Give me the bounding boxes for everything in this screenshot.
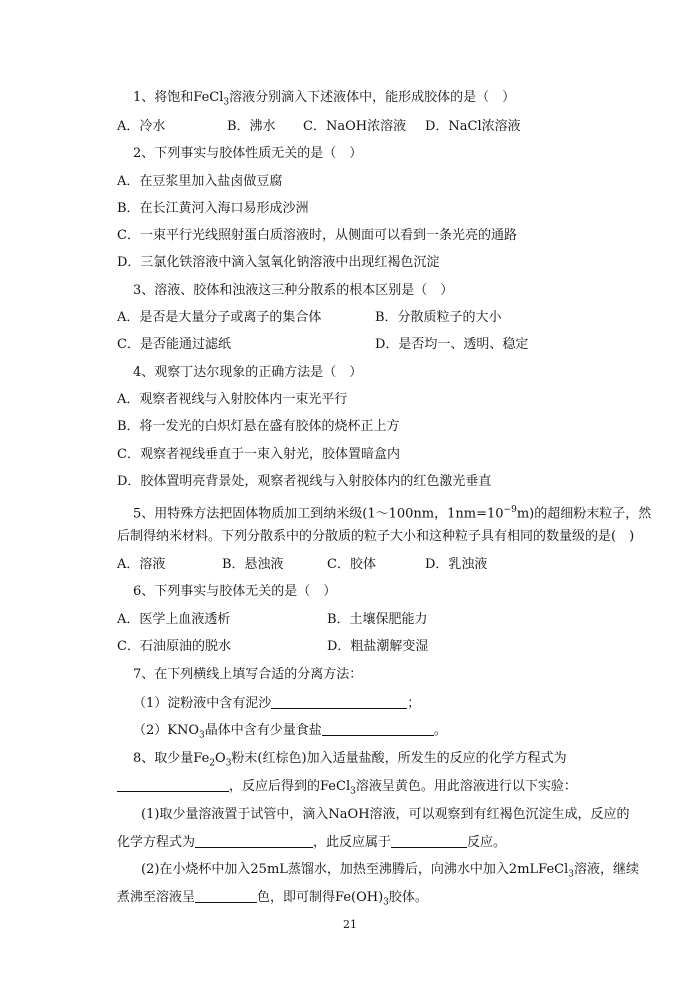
page-number: 21	[343, 918, 357, 931]
q6-option-a: A．医学上血液透析	[117, 612, 231, 627]
answer-blank	[117, 777, 229, 792]
q6-option-b: B．土壤保肥能力	[327, 612, 428, 627]
q2-stem: 2、下列事实与胶体性质无关的是（ ）	[133, 146, 363, 161]
q5-stem-line1: 5、用特殊方法把固体物质加工到纳米级(1～100nm，$1nm=10^{-9}m$)的超细粉末粒子，然	[133, 505, 652, 522]
q4-stem: 4、观察丁达尔现象的正确方法是（ ）	[133, 365, 363, 380]
q4-option-b: B．将一发光的白炽灯悬在盛有胶体的烧杯正上方	[117, 419, 400, 434]
q3-option-c: C．是否能通过滤纸	[117, 337, 231, 352]
q4-option-a: A．观察者视线与入射胶体内一束光平行	[117, 392, 348, 407]
q8-part1-line1: (1)取少量溶液置于试管中，滴入NaOH溶液，可以观察到有红褐色沉淀生成，反应的	[141, 807, 630, 822]
q2-option-a: A．在豆浆里加入盐卤做豆腐	[117, 174, 283, 189]
q5-option-c: C．胶体	[327, 557, 376, 572]
q3-option-a: A．是否是大量分子或离子的集合体	[117, 310, 322, 325]
q2-option-b: B．在长江黄河入海口易形成沙洲	[117, 201, 309, 216]
q6-stem: 6、下列事实与胶体无关的是（ ）	[133, 584, 337, 599]
q6-option-d: D．粗盐潮解变湿	[327, 639, 429, 654]
q3-option-d: D．是否均一、透明、稳定	[375, 337, 529, 352]
answer-blank	[391, 833, 467, 848]
q3-option-b: B．分散质粒子的大小	[375, 310, 502, 325]
q8-part2-line1: (2)在小烧杯中加入25mL蒸馏水，加热至沸腾后，向沸水中加入2mLFeCl$_3$溶液，继续	[141, 862, 640, 880]
q1-option-a: A．冷水	[117, 119, 166, 134]
q1-option-c: C．NaOH浓溶液	[303, 119, 407, 134]
q2-option-c: C．一束平行光线照射蛋白质溶液时，从侧面可以看到一条光亮的通路	[117, 228, 517, 243]
q8-part2-line2: 煮沸至溶液呈 色，即可制得$Fe(OH)_3$胶体。	[117, 890, 428, 908]
q3-stem: 3、溶液、胶体和浊液这三种分散系的根本区别是（ ）	[133, 283, 454, 298]
q5-option-b: B．悬浊液	[222, 557, 284, 572]
q1-option-d: D．NaCl浓溶液	[425, 119, 521, 134]
q2-option-d: D．三氯化铁溶液中滴入氢氧化钠溶液中出现红褐色沉淀	[117, 255, 440, 270]
answer-blank	[195, 833, 313, 848]
answer-blank	[322, 721, 434, 736]
q6-option-c: C．石油原油的脱水	[117, 639, 231, 654]
q8-part1-line2: 化学方程式为 ，此反应属于 反应。	[117, 835, 507, 850]
q1-stem: 1、将饱和FeCl$_3$溶液分别滴入下述液体中，能形成胶体的是（ ）	[133, 90, 516, 108]
q7-item2: $(2)KNO_3$晶体中含有少量食盐 。	[133, 723, 447, 741]
q8-line2: ，反应后得到的FeCl$_3$溶液呈黄色。用此溶液进行以下实验：	[0, 777, 700, 801]
q1-option-b: B．沸水	[227, 119, 276, 134]
answer-blank	[195, 888, 257, 903]
q5-option-a: A．溶液	[117, 557, 166, 572]
answer-blank	[271, 694, 407, 709]
q7-stem: 7、在下列横线上填写合适的分离方法：	[133, 667, 363, 682]
q5-stem-line2: 后制得纳米材料。下列分散系中的分散质的粒子大小和这种粒子具有相同的数量级的是( )	[117, 529, 635, 544]
q5-option-d: D．乳浊液	[425, 557, 488, 572]
q4-option-c: C．观察者视线垂直于一束入射光，胶体置暗盒内	[117, 447, 400, 462]
q7-item1: （1）淀粉液中含有泥沙 ；	[133, 696, 421, 711]
q4-option-d: D．胶体置明亮背景处，观察者视线与入射胶体内的红色激光垂直	[117, 474, 492, 489]
q8-line1: 8、取少量$Fe_2O_3$粉末(红棕色)加入适量盐酸，所发生的反应的化学方程式为	[133, 751, 567, 769]
